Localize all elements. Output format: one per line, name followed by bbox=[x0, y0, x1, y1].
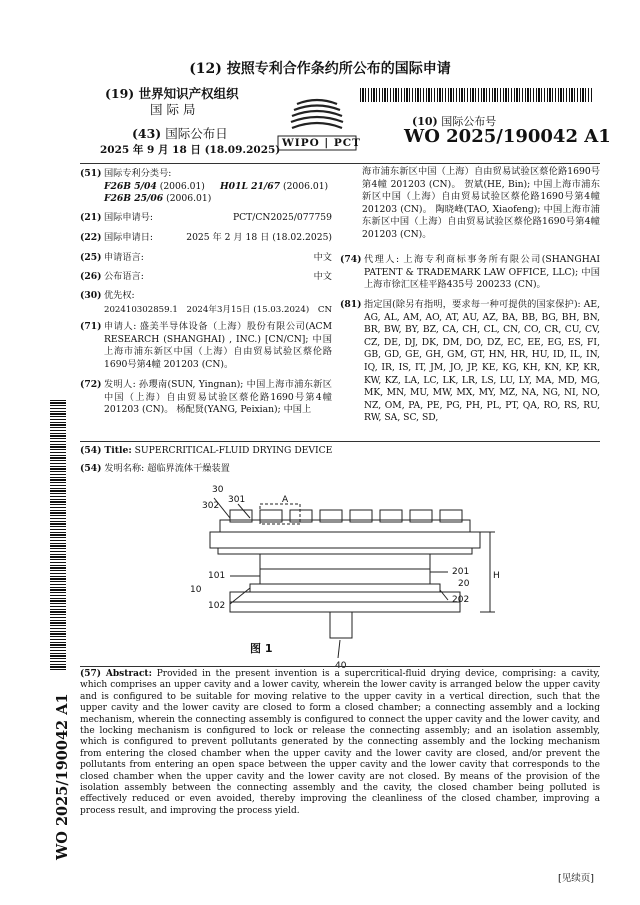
ipc-code: (51) bbox=[80, 168, 102, 179]
lang-code: (25) bbox=[80, 252, 102, 263]
priority-heading bbox=[80, 290, 332, 303]
title-code: (54) bbox=[80, 445, 102, 456]
publang-label: 公布语言: bbox=[104, 271, 144, 282]
publang-value: 中文 bbox=[313, 271, 332, 282]
applicant-code: (71) bbox=[80, 321, 102, 332]
pubdate-label: 国际公布日 bbox=[165, 126, 228, 141]
inventor-continued: 海市浦东新区中国（上海）自由贸易试验区蔡伦路1690号第4幢 201203 (CN)。 贺斌(HE, Bin); 中国上海市浦东新区中国（上海）自由贸易试验区蔡伦路1690号第4幢 201203 (CN)。 陶晓峰(TAO, Xiaofeng); 中国上海市浦东新区中国（上海）自由贸易试验区蔡伦路1690号第4幢 201203 (CN)。 bbox=[362, 166, 600, 240]
prio-no: 202410302859.1 bbox=[104, 305, 178, 315]
prio-label: 优先权: bbox=[104, 290, 135, 301]
office-line1: 世界知识产权组织 bbox=[138, 86, 239, 101]
inventor-code: (72) bbox=[80, 379, 102, 390]
abstract bbox=[80, 669, 600, 817]
pubdate-heading bbox=[132, 124, 228, 142]
title-cn-label: 发明名称: bbox=[104, 463, 145, 474]
appdate-value: 2025 年 2 月 18 日 (18.02.2025) bbox=[186, 232, 332, 243]
ipc-row-1 bbox=[104, 181, 205, 194]
fig-label-10: 10 bbox=[190, 585, 202, 595]
publang-row bbox=[80, 271, 332, 284]
fig-label-102: 102 bbox=[208, 601, 226, 611]
lang-label: 申请语言: bbox=[104, 252, 144, 263]
designated-states-section bbox=[340, 299, 600, 425]
priority-row bbox=[104, 304, 332, 317]
states-code: (81) bbox=[340, 299, 362, 310]
title-cn-line bbox=[80, 463, 230, 476]
appdate-label: 国际申请日: bbox=[104, 232, 154, 243]
lang-value: 中文 bbox=[313, 252, 332, 263]
title-en: SUPERCRITICAL-FLUID DRYING DEVICE bbox=[134, 445, 333, 456]
agent-code: (74) bbox=[340, 254, 362, 265]
ipc-3-date: (2006.01) bbox=[166, 193, 212, 204]
fig-label-201: 201 bbox=[452, 567, 470, 577]
prio-country: CN bbox=[317, 305, 332, 315]
appno-code: (21) bbox=[80, 212, 102, 223]
office-code: (19) bbox=[105, 86, 135, 101]
fig-label-302: 302 bbox=[202, 501, 220, 511]
header-rule bbox=[80, 163, 600, 164]
pubdate-value: 2025 年 9 月 18 日 (18.09.2025) bbox=[100, 144, 281, 156]
agent-section bbox=[340, 254, 600, 292]
ipc-2-date: (2006.01) bbox=[282, 181, 329, 192]
abstract-code: (57) bbox=[80, 669, 102, 679]
inventor-text: 发明人: 孙瓔南(SUN, Yingnan); 中国上海市浦东新区中国（上海）自由贸易试验区蔡伦路1690号第4幢 201203 (CN)。 杨配贤(YANG, Peixian); 中国上 bbox=[104, 379, 332, 416]
agent-text: 代理人: 上海专利商标事务所有限公司(SHANGHAI PATENT & TRADEMARK LAW OFFICE, LLC); 中国上海市徐汇区桂平路435号 200233 (CN)。 bbox=[364, 254, 600, 291]
title-cn: 超临界流体干燥装置 bbox=[147, 463, 230, 474]
document-type-title: (12) 按照专利合作条约所公布的国际申请 bbox=[189, 61, 451, 77]
abstract-label: Abstract: bbox=[105, 669, 152, 679]
ipc-1-date: (2006.01) bbox=[159, 181, 205, 192]
appno-value: PCT/CN2025/077759 bbox=[232, 212, 332, 223]
publang-code: (26) bbox=[80, 271, 102, 282]
appno-row bbox=[80, 212, 332, 225]
inventor-section bbox=[80, 379, 332, 417]
barcode-side bbox=[50, 400, 66, 670]
pubdate-code: (43) bbox=[132, 126, 162, 141]
title-en-line bbox=[80, 445, 332, 458]
fig-label-20: 20 bbox=[458, 579, 470, 589]
upper-cavity bbox=[210, 532, 480, 548]
lift-column bbox=[330, 612, 352, 638]
prio-date: 2024年3月15日 (15.03.2024) bbox=[186, 305, 310, 315]
states-text: 指定国(除另有指明，要求每一种可提供的国家保护): AE, AG, AL, AM, AO, AT, AU, AZ, BA, BB, BG, BH, BN, BR, BW, BY, BZ, CA, CH, CL, CN, CO, CR, CU, CV, CZ, DE, DJ, DK, DM, DO, DZ, EC, EE, EG, ES, FI, GB, GD, GE, GH, GM, GT, HN, HR, HU, ID, IL, IN, IQ, IR, IS, IT, JM, JO, JP, KE, KG, KH, KN, KP, KR, KW, KZ, LA, LC, LK, LR, LS, LU, LY, MA, MD, MG, MK, MN, MU, MW, MX, MY, MZ, NA, NG, NI, NO, NZ, OM, PA, PE, PG, PH, PL, PT, QA, RO, RS, RU, RW, SA, SC, SD, bbox=[364, 299, 600, 424]
appdate-row bbox=[80, 232, 332, 245]
fig-label-101: 101 bbox=[208, 571, 226, 581]
applicant-section bbox=[80, 321, 332, 371]
ipc-3: F26B 25/06 bbox=[104, 193, 164, 204]
fig-label-202: 202 bbox=[452, 595, 470, 605]
title-label: Title: bbox=[104, 445, 132, 456]
applicant-text: 申请人: 盛美半导体设备（上海）股份有限公司(ACM RESEARCH (SHANGHAI) , INC.) [CN/CN]; 中国上海市浦东新区中国（上海）自由贸易试验区蔡伦路1690号第4幢 201203 (CN)。 bbox=[104, 321, 332, 370]
lower-cavity bbox=[250, 584, 440, 592]
ipc-row-2 bbox=[220, 181, 328, 194]
office-line2: 国 际 局 bbox=[150, 102, 196, 117]
appno-label: 国际申请号: bbox=[104, 212, 154, 223]
publication-number: WO 2025/190042 A1 bbox=[404, 126, 611, 147]
title-rule bbox=[80, 441, 600, 442]
fig-label-301: 301 bbox=[228, 495, 246, 505]
appdate-code: (22) bbox=[80, 232, 102, 243]
figure-drawing bbox=[190, 480, 510, 670]
prio-code: (30) bbox=[80, 290, 102, 301]
abstract-rule bbox=[80, 666, 600, 667]
ipc-row-3 bbox=[104, 193, 211, 206]
ipc-section bbox=[80, 168, 350, 181]
pubno-code: (10) bbox=[412, 115, 438, 128]
continued-note: [见续页] bbox=[558, 873, 594, 884]
wipo-pct-text: WIPO | PCT bbox=[282, 137, 361, 149]
wipo-logo bbox=[272, 96, 362, 156]
abstract-text: Provided in the present invention is a supercritical-fluid drying device, comprising: a cavity, which comprises an upper cavity and a lower cavity, wherein the lower cavity is arranged below the upper cavity and is configured to be suitable for moving relative to the upper cavity in a vertical direction, such that the upper cavity and the lower cavity are closed to form a closed chamber; a connecting assembly and a locking mechanism, wherein the connecting assembly is configured to connect the upper cavity and the lower cavity, and the locking mechanism is configured to lock or release the connecting assembly; and an isolation assembly, which is configured to prevent pollutants generated by the connecting assembly and the locking mechanism from entering the closed chamber when the upper cavity and the lower cavity are closed, and/or prevent the pollutants from entering an open space between the upper cavity and the lower cavity that corresponds to the closed chamber when the upper cavity and the lower cavity are not closed. By means of the provision of the isolation assembly between the connecting assembly and the cavity, the closed chamber being polluted is effectively reduced or even avoided, thereby improving the cleanliness of the closed chamber, improving a process result, and improving the process yield. bbox=[80, 669, 600, 816]
figure-caption: 图 1 bbox=[250, 642, 273, 655]
lang-row bbox=[80, 252, 332, 265]
title-cn-code: (54) bbox=[80, 463, 102, 474]
fig-label-H: H bbox=[493, 571, 500, 581]
fig-label-A: A bbox=[282, 495, 289, 505]
ipc-2: H01L 21/67 bbox=[220, 181, 281, 192]
pubno-label: 国际公布号 bbox=[441, 115, 497, 128]
fig-label-30: 30 bbox=[212, 485, 224, 495]
barcode-top bbox=[360, 88, 592, 102]
ipc-1: F26B 5/04 bbox=[104, 181, 157, 192]
vertical-publication-number: WO 2025/190042 A1 bbox=[54, 693, 71, 860]
ipc-label: 国际专利分类号: bbox=[104, 168, 172, 179]
